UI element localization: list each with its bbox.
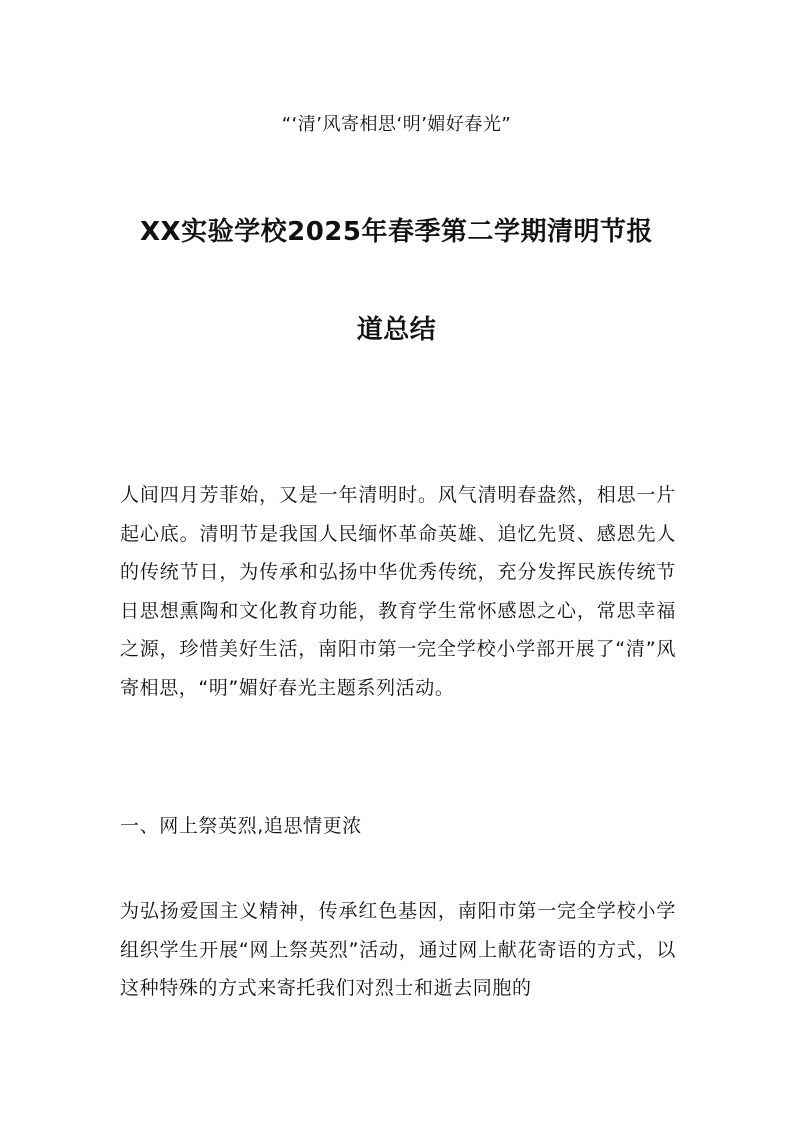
document-title-line-1: XX实验学校2025年春季第二学期清明节报 [140,217,653,247]
section-1-paragraph [120,892,676,1008]
section-1-heading: 一、网上祭英烈,追思情更浓 [120,815,362,837]
section-heading [120,807,676,846]
intro-paragraph [120,476,676,707]
document-subtitle: “‘清’风寄相思‘明’媚好春光” [281,114,512,135]
intro-paragraph-text: 人间四月芳菲始，又是一年清明时。风气清明春盎然，相思一片起心底。清明节是我国人民缅怀革命英雄、追忆先贤、感恩先人的传统节日，为传承和弘扬中华优秀传统，充分发挥民族传统节日思想熏陶和文化教育功能，教育学生常怀感恩之心，常思幸福之源，珍惜美好生活，南阳市第一完全学校小学部开展了“清”风寄相思，“明”媚好春光主题系列活动。 [120,484,676,699]
document-title-line-2: 道总结 [356,315,437,345]
section-1-paragraph-text: 为弘扬爱国主义精神，传承红色基因，南阳市第一完全学校小学组织学生开展“网上祭英烈”活动，通过网上献花寄语的方式，以这种特殊的方式来寄托我们对烈士和逝去同胞的 [120,900,676,999]
